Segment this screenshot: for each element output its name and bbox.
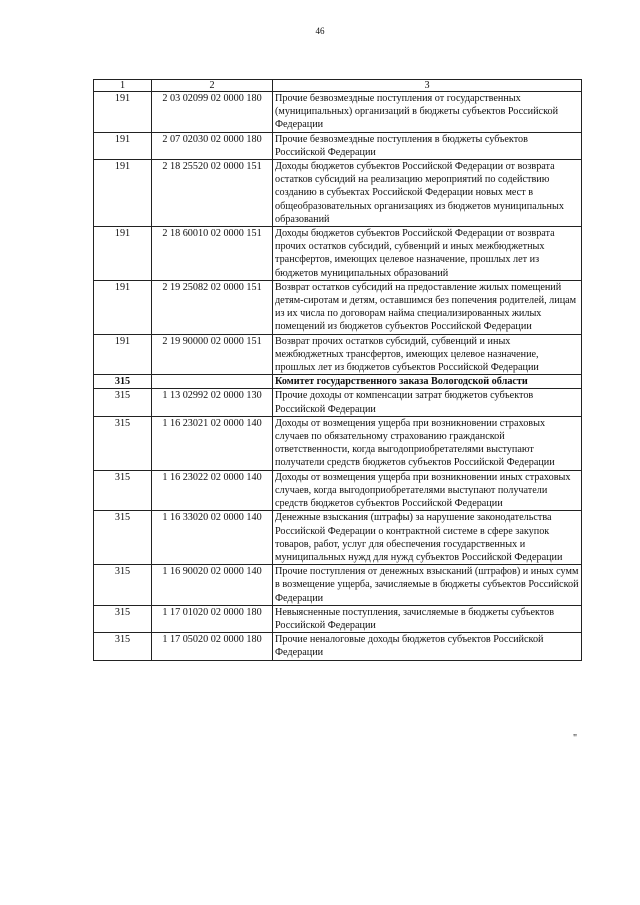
- admin-code-cell: 315: [94, 470, 152, 511]
- header-col-2: 2: [152, 80, 273, 92]
- table-row: [94, 470, 582, 511]
- table-row: [94, 160, 582, 227]
- admin-code-cell: 191: [94, 334, 152, 375]
- table-row: [94, 633, 582, 660]
- table-row: [94, 565, 582, 606]
- description-cell: Возврат остатков субсидий на предоставление жилых помещений детям-сиротам и детям, оставшимся без попечения родителей, лицам из их числа по договорам найма специализированных жилых помещений из бюджетов субъектов Российской Федерации: [273, 280, 582, 334]
- revenue-code-cell: 1 16 23021 02 0000 140: [152, 416, 273, 470]
- revenue-code-cell: 1 17 05020 02 0000 180: [152, 633, 273, 660]
- admin-code-cell: 191: [94, 132, 152, 159]
- table-body: [94, 80, 582, 661]
- table-header-row: [94, 80, 582, 92]
- description-cell: Комитет государственного заказа Вологодской области: [273, 375, 582, 389]
- description-cell: Денежные взыскания (штрафы) за нарушение законодательства Российской Федерации о контрактной системе в сфере закупок товаров, работ, услуг для обеспечения государственных и муниципальных нужд для нужд субъектов Российской Федерации: [273, 511, 582, 565]
- description-cell: Доходы бюджетов субъектов Российской Федерации от возврата прочих остатков субсидий, субвенций и иных межбюджетных трансфертов, имеющих целевое назначение, прошлых лет из бюджетов муниципальных образований: [273, 227, 582, 281]
- table-row: [94, 132, 582, 159]
- revenue-code-cell: 1 16 90020 02 0000 140: [152, 565, 273, 606]
- table-row: [94, 416, 582, 470]
- admin-code-cell: 191: [94, 160, 152, 227]
- revenue-code-cell: 2 19 90000 02 0000 151: [152, 334, 273, 375]
- header-col-3: 3: [273, 80, 582, 92]
- admin-code-cell: 315: [94, 605, 152, 632]
- admin-code-cell: 315: [94, 565, 152, 606]
- description-cell: Прочие безвозмездные поступления в бюджеты субъектов Российской Федерации: [273, 132, 582, 159]
- table-row: [94, 92, 582, 133]
- admin-code-cell: 315: [94, 416, 152, 470]
- header-col-1: 1: [94, 80, 152, 92]
- admin-code-cell: 191: [94, 227, 152, 281]
- description-cell: Невыясненные поступления, зачисляемые в бюджеты субъектов Российской Федерации: [273, 605, 582, 632]
- table-row: [94, 511, 582, 565]
- table-row: [94, 280, 582, 334]
- description-cell: Доходы от возмещения ущерба при возникновении иных страховых случаев, когда выгодоприобретателями выступают получатели средств бюджетов субъектов Российской Федерации: [273, 470, 582, 511]
- description-cell: Возврат прочих остатков субсидий, субвенций и иных межбюджетных трансфертов, имеющих целевое назначение, прошлых лет из бюджетов субъектов Российской Федерации: [273, 334, 582, 375]
- revenue-code-cell: 1 16 23022 02 0000 140: [152, 470, 273, 511]
- admin-code-cell: 315: [94, 389, 152, 416]
- admin-code-cell: 191: [94, 280, 152, 334]
- page-number: 46: [315, 26, 325, 36]
- admin-code-cell: 315: [94, 511, 152, 565]
- table-row: [94, 375, 582, 389]
- table-row: [94, 334, 582, 375]
- description-cell: Прочие неналоговые доходы бюджетов субъектов Российской Федерации: [273, 633, 582, 660]
- table-row: [94, 389, 582, 416]
- revenue-code-cell: 1 13 02992 02 0000 130: [152, 389, 273, 416]
- description-cell: Прочие доходы от компенсации затрат бюджетов субъектов Российской Федерации: [273, 389, 582, 416]
- admin-code-cell: 315: [94, 375, 152, 389]
- admin-code-cell: 315: [94, 633, 152, 660]
- table-row: [94, 227, 582, 281]
- revenue-code-cell: 1 16 33020 02 0000 140: [152, 511, 273, 565]
- revenue-code-cell: 2 18 25520 02 0000 151: [152, 160, 273, 227]
- revenue-code-cell: 2 07 02030 02 0000 180: [152, 132, 273, 159]
- budget-codes-table: [93, 79, 582, 661]
- revenue-code-cell: 1 17 01020 02 0000 180: [152, 605, 273, 632]
- description-cell: Доходы бюджетов субъектов Российской Федерации от возврата остатков субсидий на реализацию мероприятий по содействию созданию в субъектах Российской Федерации новых мест в общеобразовательных организациях из бюджетов муниципальных образований: [273, 160, 582, 227]
- description-cell: Прочие безвозмездные поступления от государственных (муниципальных) организаций в бюджеты субъектов Российской Федерации: [273, 92, 582, 133]
- revenue-code-cell: 2 03 02099 02 0000 180: [152, 92, 273, 133]
- closing-quote: ": [573, 733, 578, 744]
- description-cell: Доходы от возмещения ущерба при возникновении страховых случаев по обязательному страхованию гражданской ответственности, когда выгодоприобретателями выступают получатели средств бюджетов субъектов Российской Федерации: [273, 416, 582, 470]
- description-cell: Прочие поступления от денежных взысканий (штрафов) и иных сумм в возмещение ущерба, зачисляемые в бюджеты субъектов Российской Федерации: [273, 565, 582, 606]
- admin-code-cell: 191: [94, 92, 152, 133]
- table-row: [94, 605, 582, 632]
- revenue-code-cell: 2 18 60010 02 0000 151: [152, 227, 273, 281]
- revenue-code-cell: [152, 375, 273, 389]
- revenue-code-cell: 2 19 25082 02 0000 151: [152, 280, 273, 334]
